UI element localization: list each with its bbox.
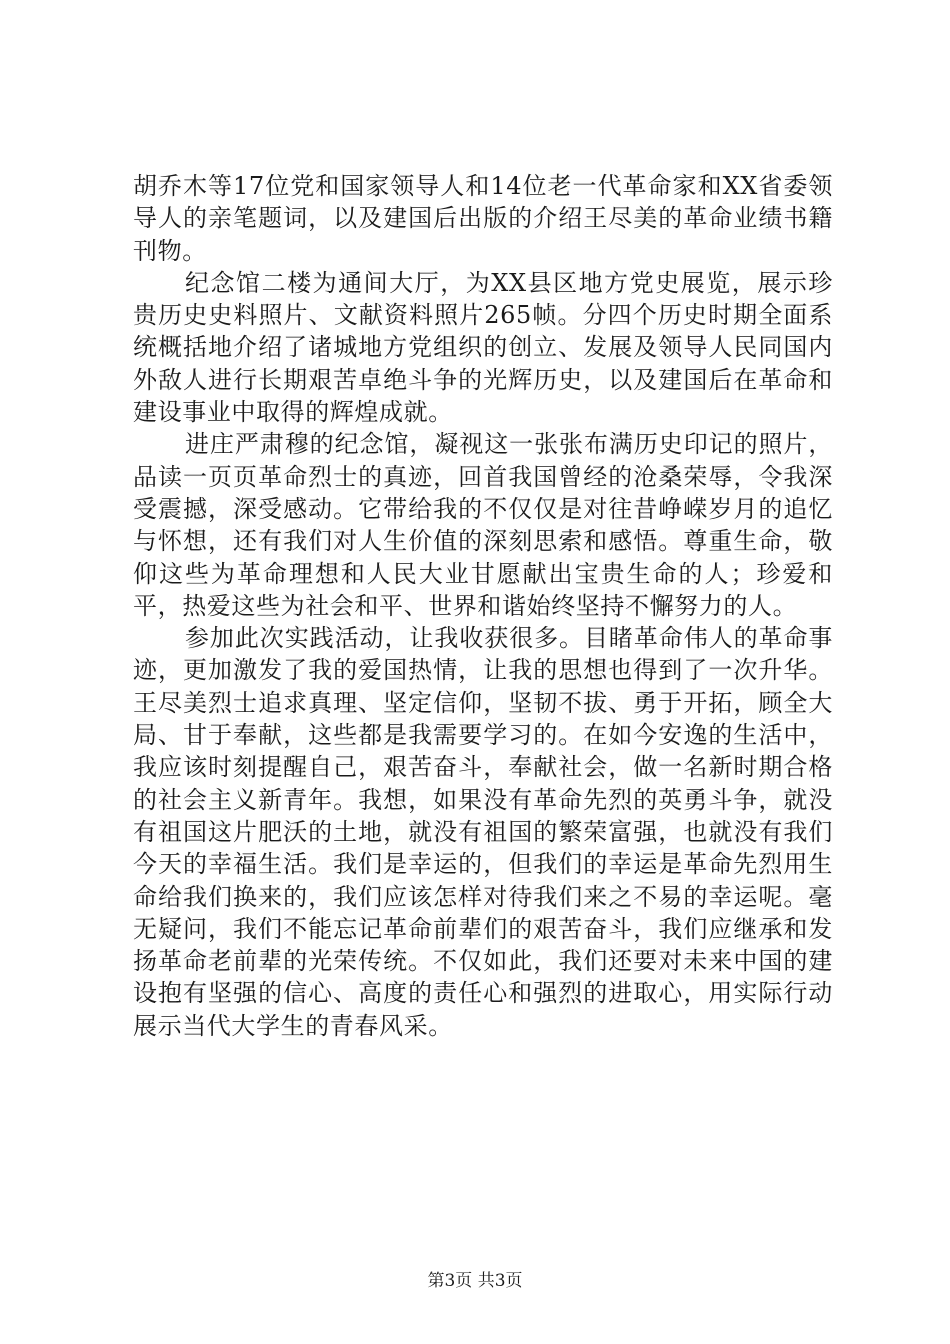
paragraph-impressions: 进庄严肃穆的纪念馆，凝视这一张张布满历史印记的照片，品读一页页革命烈士的真迹，回首我国曾经的沧桑荣辱，令我深受震撼，深受感动。它带给我的不仅仅是对往昔峥嵘岁月的追忆与怀想，还有我们对人生价值的深刻思索和感悟。尊重生命，敬仰这些为革命理想和人民大业甘愿献出宝贵生命的人；珍爱和平，热爱这些为社会和平、世界和谐始终坚持不懈努力的人。 <box>133 430 833 620</box>
page-footer: 第3页 共3页 <box>427 1271 523 1291</box>
document-body <box>133 170 833 1042</box>
paragraph-reflection: 参加此次实践活动，让我收获很多。目睹革命伟人的革命事迹，更加激发了我的爱国热情，让我的思想也得到了一次升华。王尽美烈士追求真理、坚定信仰，坚韧不拔、勇于开拓，顾全大局、甘于奉献，这些都是我需要学习的。在如今安逸的生活中，我应该时刻提醒自己，艰苦奋斗，奉献社会，做一名新时期合格的社会主义新青年。我想，如果没有革命先烈的英勇斗争，就没有祖国这片肥沃的土地，就没有祖国的繁荣富强，也就没有我们今天的幸福生活。我们是幸运的，但我们的幸运是革命先烈用生命给我们换来的，我们应该怎样对待我们来之不易的幸运呢。毫无疑问，我们不能忘记革命前辈们的艰苦奋斗，我们应继承和发扬革命老前辈的光荣传统。不仅如此，我们还要对未来中国的建设抱有坚强的信心、高度的责任心和强烈的进取心，用实际行动展示当代大学生的青春风采。 <box>133 624 833 1040</box>
paragraph-continuation: 胡乔木等17位党和国家领导人和14位老一代革命家和XX省委领导人的亲笔题词，以及建国后出版的介绍王尽美的革命业绩书籍刊物。 <box>133 172 833 265</box>
paragraph-memorial-hall: 纪念馆二楼为通间大厅，为XX县区地方党史展览，展示珍贵历史史料照片、文献资料照片265帧。分四个历史时期全面系统概括地介绍了诸城地方党组织的创立、发展及领导人民同国内外敌人进行长期艰苦卓绝斗争的光辉历史，以及建国后在革命和建设事业中取得的辉煌成就。 <box>133 268 833 427</box>
